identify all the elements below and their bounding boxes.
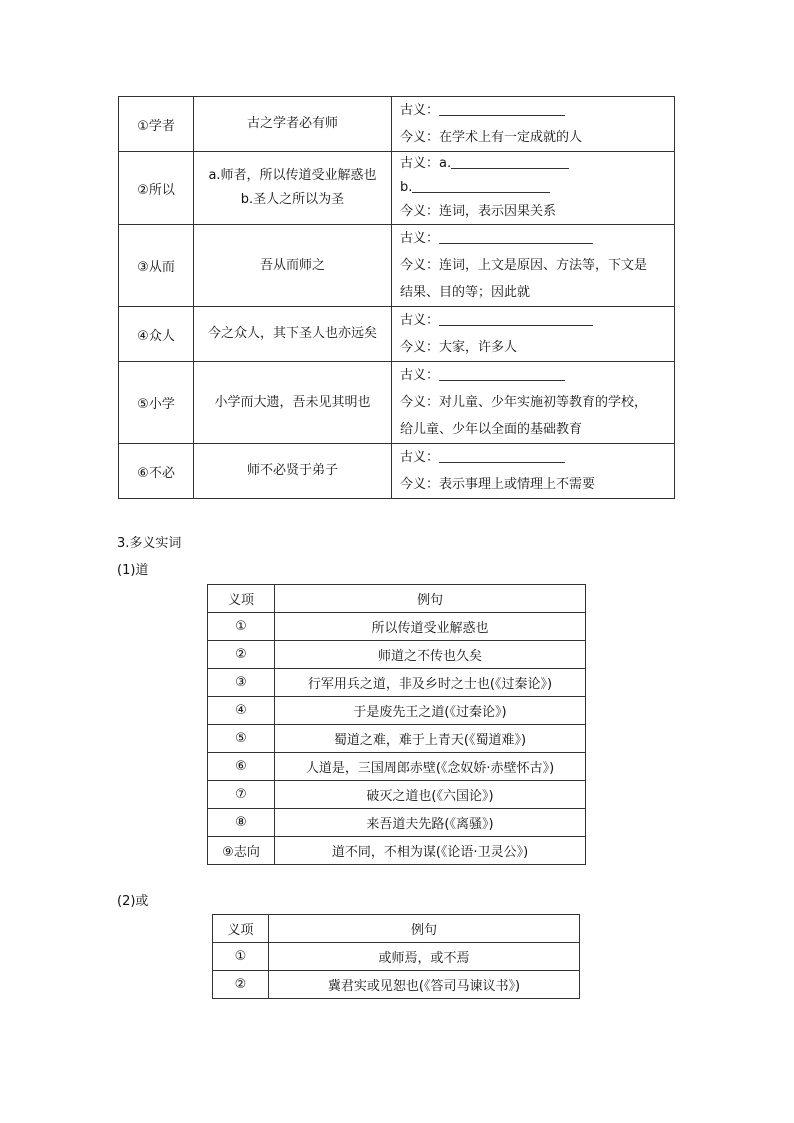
word-cell: ③从而 (119, 225, 194, 307)
jin-label: 今义： (400, 130, 440, 145)
meaning-key: ② (208, 641, 275, 669)
jin-label: 今义： (400, 258, 440, 273)
col-header-example: 例句 (269, 915, 580, 943)
meaning-key: ③ (208, 669, 275, 697)
example-sentence: 于是废先王之道(《过秦论》) (275, 697, 586, 725)
col-header-example: 例句 (275, 585, 586, 613)
meaning-cell (392, 97, 675, 152)
table-row (208, 753, 586, 781)
example-cell: 小学而大遗，吾未见其明也 (194, 362, 392, 444)
example-cell: 师不必贤于弟子 (194, 444, 392, 499)
example-sentence: 人道是，三国周郎赤壁(《念奴娇·赤壁怀古》) (275, 753, 586, 781)
jin-meaning-cont: 给儿童、少年以全面的基础教育 (400, 422, 583, 437)
meaning-cell (392, 444, 675, 499)
meaning-key: ⑦ (208, 781, 275, 809)
example-sentence: 所以传道受业解惑也 (275, 613, 586, 641)
word-cell: ⑥不必 (119, 444, 194, 499)
meaning-key: ④ (208, 697, 275, 725)
col-header-meaning: 义项 (213, 915, 269, 943)
gu-a-label: a. (439, 156, 452, 171)
dao-heading: (1)道 (117, 563, 149, 578)
answer-blank (439, 365, 565, 381)
gu-label: 古义： (400, 368, 440, 383)
jin-label: 今义： (400, 340, 440, 355)
meaning-key: ② (213, 971, 269, 999)
gu-label: 古义： (400, 450, 440, 465)
table-row (208, 809, 586, 837)
example-sentence: 来吾道夫先路(《离骚》) (275, 809, 586, 837)
answer-blank (439, 228, 593, 244)
table-row (208, 697, 586, 725)
example-b: b.圣人之所以为圣 (240, 192, 345, 207)
example-cell (194, 152, 392, 225)
section-heading: 3.多义实词 (117, 536, 182, 551)
word-cell: ②所以 (119, 152, 194, 225)
meaning-cell (392, 307, 675, 362)
jin-meaning: 在学术上有一定成就的人 (439, 130, 583, 145)
table-row (119, 307, 675, 362)
jin-label: 今义： (400, 477, 440, 492)
table-header-row (208, 585, 586, 613)
example-sentence: 行军用兵之道，非及乡时之士也(《过秦论》) (275, 669, 586, 697)
word-meaning-table (118, 96, 675, 499)
huo-heading: (2)或 (117, 894, 149, 909)
example-sentence: 蜀道之难，难于上青天(《蜀道难》) (275, 725, 586, 753)
word-cell: ①学者 (119, 97, 194, 152)
table-row (208, 781, 586, 809)
table-row (208, 837, 586, 865)
word-cell: ⑤小学 (119, 362, 194, 444)
jin-meaning-cont: 结果、目的等；因此就 (400, 285, 531, 300)
example-sentence: 道不同，不相为谋(《论语·卫灵公》) (275, 837, 586, 865)
huo-meaning-table (212, 914, 580, 999)
meaning-key: ⑧ (208, 809, 275, 837)
example-sentence: 破灭之道也(《六国论》) (275, 781, 586, 809)
word-cell: ④众人 (119, 307, 194, 362)
jin-label: 今义： (400, 204, 440, 219)
jin-meaning: 连词，表示因果关系 (439, 204, 557, 219)
example-sentence: 师道之不传也久矣 (275, 641, 586, 669)
dao-meaning-table (207, 584, 586, 865)
table-row (208, 725, 586, 753)
table-row (119, 152, 675, 225)
table-row (208, 641, 586, 669)
example-cell: 吾从而师之 (194, 225, 392, 307)
answer-blank (439, 310, 593, 326)
answer-blank (439, 100, 565, 116)
table-row (213, 943, 580, 971)
jin-meaning: 连词，上文是原因、方法等，下文是 (439, 258, 648, 273)
table-row (213, 971, 580, 999)
jin-meaning: 表示事理上或情理上不需要 (439, 477, 596, 492)
meaning-key: ⑥ (208, 753, 275, 781)
col-header-meaning: 义项 (208, 585, 275, 613)
table-row (119, 444, 675, 499)
meaning-cell (392, 225, 675, 307)
gu-label: 古义： (400, 156, 440, 171)
answer-blank (412, 177, 550, 193)
example-sentence: 冀君实或见恕也(《答司马谏议书》) (269, 971, 580, 999)
gu-label: 古义： (400, 313, 440, 328)
jin-label: 今义： (400, 395, 440, 410)
meaning-key: ⑨志向 (208, 837, 275, 865)
table-row (119, 97, 675, 152)
table-row (208, 669, 586, 697)
meaning-key: ① (213, 943, 269, 971)
gu-b-label: b. (400, 180, 413, 195)
jin-meaning: 对儿童、少年实施初等教育的学校， (439, 395, 648, 410)
example-a: a.师者，所以传道受业解惑也 (208, 168, 377, 183)
jin-meaning: 大家，许多人 (439, 340, 518, 355)
table-row (208, 613, 586, 641)
example-cell: 古之学者必有师 (194, 97, 392, 152)
meaning-key: ① (208, 613, 275, 641)
meaning-key: ⑤ (208, 725, 275, 753)
table-row (119, 362, 675, 444)
table-header-row (213, 915, 580, 943)
answer-blank (451, 153, 569, 169)
answer-blank (439, 447, 565, 463)
meaning-cell (392, 362, 675, 444)
gu-label: 古义： (400, 103, 440, 118)
table-row (119, 225, 675, 307)
gu-label: 古义： (400, 231, 440, 246)
example-cell: 今之众人，其下圣人也亦远矣 (194, 307, 392, 362)
example-sentence: 或师焉，或不焉 (269, 943, 580, 971)
meaning-cell (392, 152, 675, 225)
